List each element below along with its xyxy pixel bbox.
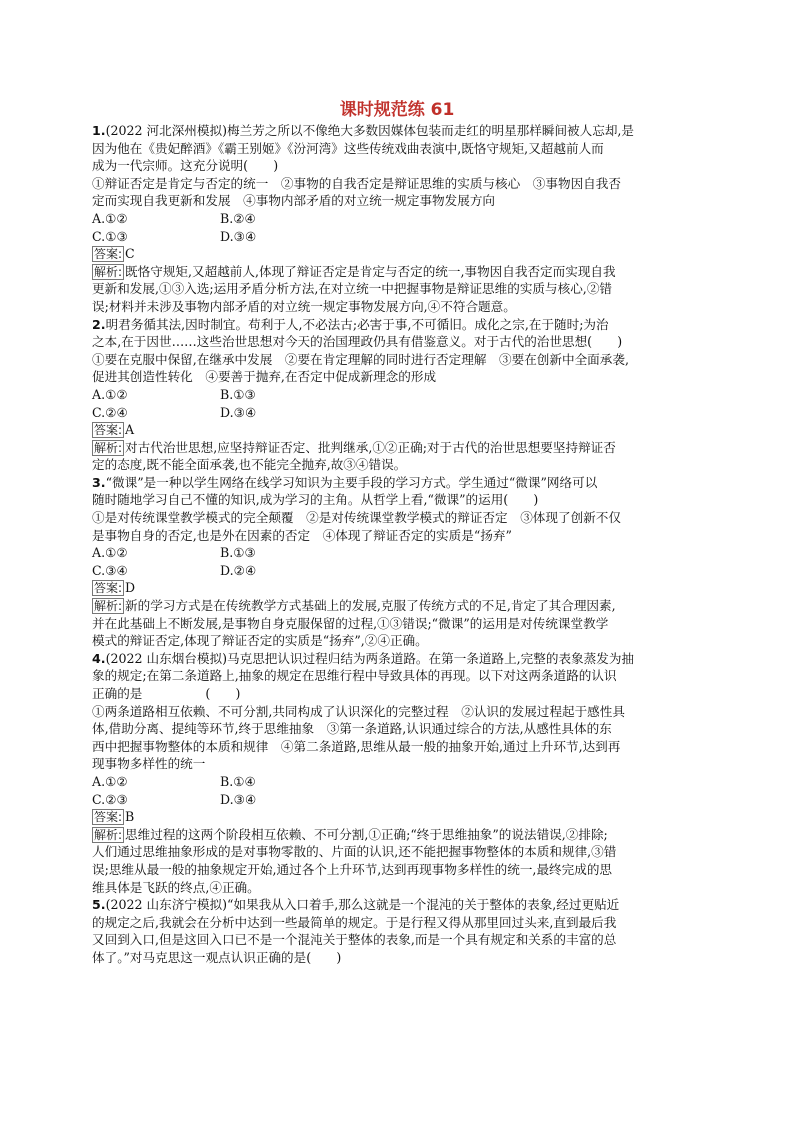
analysis-line: 人们通过思维抽象形成的是对事物零散的、片面的认识,还不能把握事物整体的本质和规律,③错 (92, 844, 617, 860)
analysis-label: 解析: (94, 827, 123, 842)
analysis-label: 解析: (94, 440, 123, 455)
question-line: 1.(2022 河北深州模拟)梅兰芳之所以不像绝大多数因媒体包装而走红的明星那样瞬间被人忘却,是 (92, 123, 635, 138)
option-d: D.③④ (220, 228, 257, 244)
option-a: A.①② (92, 773, 128, 789)
question-line: ①两条道路相互依赖、不可分割,共同构成了认识深化的完整过程 ②认识的发展过程起于感性具 (92, 703, 625, 719)
answer-line (92, 421, 702, 439)
question-number: 4. (92, 650, 106, 666)
answer-line (92, 579, 702, 597)
question-line: 促进其创造性转化 ④要善于抛弃,在否定中促成新理念的形成 (92, 369, 437, 385)
analysis-line: 定的态度,既不能全面承袭,也不能完全抛弃,故③④错误。 (92, 457, 407, 473)
analysis-label: 解析: (94, 264, 123, 279)
question-4 (92, 650, 702, 896)
analysis-line: 维具体是飞跃的终点,④正确。 (92, 879, 260, 895)
question-line: ①要在克服中保留,在继承中发展 ②要在肯定理解的同时进行否定理解 ③要在创新中全面承袭, (92, 351, 629, 367)
option-a: A.①② (92, 210, 128, 226)
question-line: 因为他在《贵妃醉酒》《霸王别姬》《汾河湾》这些传统戏曲表演中,既恪守规矩,又超越前人而 (92, 140, 604, 156)
question-line: 之本,在于因世……这些治世思想对今天的治国理政仍具有借鉴意义。对于古代的治世思想( ) (92, 334, 623, 350)
option-d: D.②④ (220, 562, 257, 578)
options-row (92, 386, 702, 404)
option-a: A.①② (92, 545, 128, 561)
question-line: 体,借助分离、提纯等环节,终于思维抽象 ③第一条道路,认识通过综合的方法,从感性具体的东 (92, 721, 612, 737)
question-number: 3. (92, 474, 106, 490)
analysis-line: 误;材料并未涉及事物内部矛盾的对立统一规定事物发展方向,④不符合题意。 (92, 298, 516, 314)
option-b: B.①③ (220, 545, 256, 561)
question-line: 4.(2022 山东烟台模拟)马克思把认识过程归结为两条道路。在第一条道路上,完整的表象蒸发为抽 (92, 650, 635, 666)
answer-line (92, 808, 702, 826)
question-line: ①辩证否定是肯定与否定的统一 ②事物的自我否定是辩证思维的实质与核心 ③事物因自我否 (92, 175, 621, 191)
analysis-line: 解析: 既恪守规矩,又超越前人,体现了辩证否定是肯定与否定的统一,事物因自我否定而实现自我 (94, 263, 616, 279)
question-line: 正确的是 ( ) (92, 686, 241, 701)
exercise-page (92, 98, 702, 967)
question-line: 西中把握事物整体的本质和规律 ④第二条道路,思维从最一般的抽象开始,通过上升环节,达到再 (92, 738, 621, 754)
question-line: 成为一代宗师。这充分说明( ) (92, 158, 279, 174)
option-a: A.①② (92, 386, 128, 402)
question-2 (92, 316, 702, 474)
analysis-line: 解析: 思维过程的这两个阶段相互依赖、不可分割,①正确;“终于思维抽象”的说法错误,②排除; (94, 826, 608, 842)
options-row (92, 791, 702, 809)
page-title: 课时规范练 61 (339, 100, 455, 120)
question-line: 的规定之后,我就会在分析中达到一些最简单的规定。于是行程又得从那里回过头来,直到最后我 (92, 914, 617, 930)
analysis-line: 更新和发展,①③入选;运用矛盾分析方法,在对立统一中把握事物是辩证思维的实质与核心,②错 (92, 281, 613, 297)
analysis-line: 解析: 新的学习方式是在传统教学方式基础上的发展,克服了传统方式的不足,肯定了其合理因素, (94, 598, 616, 614)
analysis-line: 并在此基础上不断发展,是事物自身克服保留的过程,①③错误;“微课”的运用是对传统课堂教学 (92, 615, 609, 631)
answer-line (92, 245, 702, 263)
analysis-line: 模式的辩证否定,体现了辩证否定的实质是“扬弃”,②④正确。 (92, 633, 428, 649)
option-d: D.③④ (220, 404, 257, 420)
options-row (92, 228, 702, 246)
question-5 (92, 896, 702, 966)
answer-value: A (125, 422, 135, 438)
options-row (92, 210, 702, 228)
question-line: 3.“微课”是一种以学生网络在线学习知识为主要手段的学习方式。学生通过“微课”网络可以 (92, 474, 598, 490)
option-b: B.②④ (220, 210, 256, 226)
question-line: 又回到入口,但是这回入口已不是一个混沌关于整体的表象,而是一个具有规定和关系的丰富的总 (92, 932, 617, 948)
analysis-label: 解析: (94, 599, 123, 614)
options-row (92, 404, 702, 422)
option-c: C.①③ (92, 228, 128, 244)
option-c: C.②④ (92, 404, 128, 420)
answer-value: D (125, 580, 136, 596)
options-row (92, 773, 702, 791)
answer-label: 答案: (94, 810, 123, 825)
question-line: ①是对传统课堂教学模式的完全颠覆 ②是对传统课堂教学模式的辩证否定 ③体现了创新不仅 (92, 510, 621, 526)
question-number: 1. (92, 123, 106, 138)
option-d: D.③④ (220, 791, 257, 807)
question-line: 5.(2022 山东济宁模拟)“如果我从入口着手,那么这就是一个混沌的关于整体的表象,经过更贴近 (92, 897, 620, 913)
question-line: 随时随地学习自己不懂的知识,成为学习的主角。从哲学上看,“微课”的运用( ) (92, 492, 539, 508)
question-line: 是事物自身的否定,也是外在因素的否定 ④体现了辩证否定的实质是“扬弃” (92, 527, 512, 543)
question-1 (92, 122, 702, 316)
answer-value: B (125, 809, 135, 825)
question-number: 2. (92, 316, 106, 332)
options-row (92, 562, 702, 580)
option-c: C.③④ (92, 562, 128, 578)
options-row (92, 544, 702, 562)
option-b: B.①④ (220, 773, 256, 789)
question-3 (92, 474, 702, 650)
answer-label: 答案: (94, 581, 123, 596)
answer-value: C (125, 246, 135, 262)
option-b: B.①③ (220, 386, 256, 402)
answer-label: 答案: (94, 423, 123, 438)
question-line: 2.明君务循其法,因时制宜。苟利于人,不必法古;必害于事,不可循旧。成化之宗,在于随时;为治 (92, 316, 609, 332)
question-number: 5. (92, 897, 106, 913)
question-line: 体了。”对马克思这一观点认识正确的是( ) (92, 949, 342, 965)
question-line: 定而实现自我更新和发展 ④事物内部矛盾的对立统一规定事物发展方向 (92, 193, 495, 209)
question-line: 现事物多样性的统一 (92, 756, 206, 772)
analysis-line: 误;思维从最一般的抽象规定开始,通过各个上升环节,达到再现事物多样性的统一,最终完成的思 (92, 861, 613, 877)
analysis-line: 解析: 对古代治世思想,应坚持辩证否定、批判继承,①②正确;对于古代的治世思想要坚持辩证否 (94, 439, 616, 455)
option-c: C.②③ (92, 791, 128, 807)
question-line: 象的规定;在第二条道路上,抽象的规定在思维行程中导致具体的再现。以下对这两条道路的认识 (92, 668, 617, 684)
answer-label: 答案: (94, 247, 123, 262)
